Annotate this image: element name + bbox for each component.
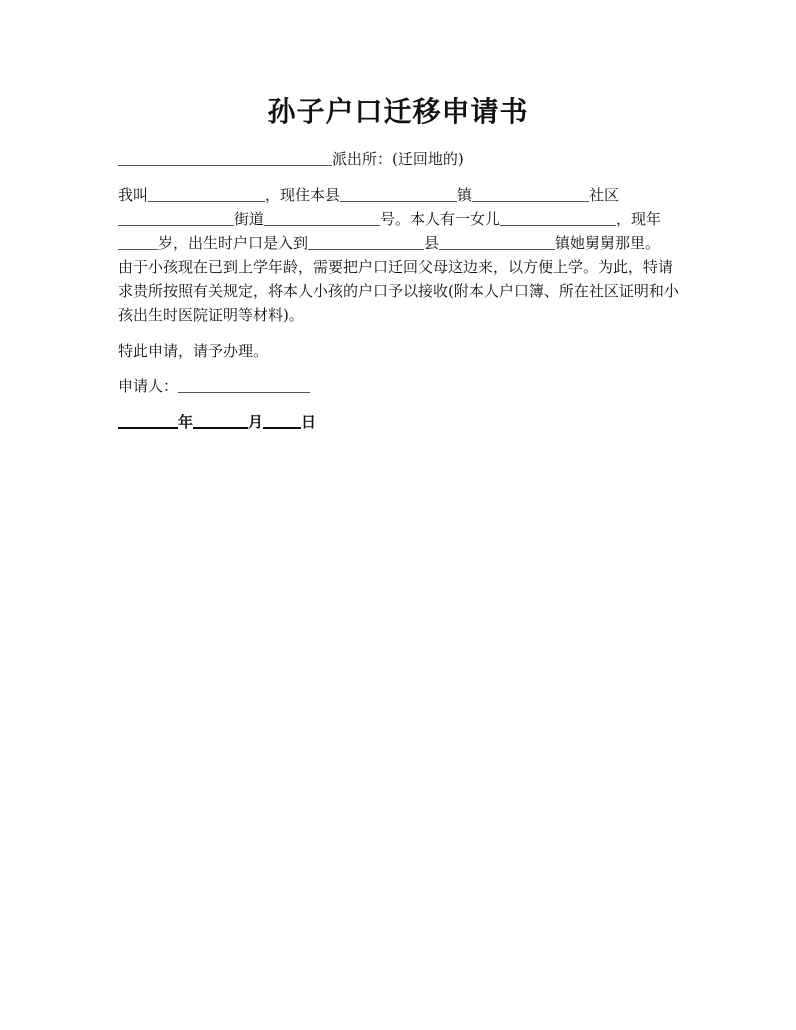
- body-paragraph-1: [118, 183, 684, 327]
- body-line-1: [118, 183, 684, 207]
- text-daughter: 号。本人有一女儿: [380, 210, 501, 228]
- age-blank[interactable]: [118, 234, 158, 250]
- text-xian: 县: [424, 234, 440, 252]
- month-blank[interactable]: [193, 412, 248, 429]
- text-xianzhu: ，现住本县: [265, 186, 341, 204]
- body-line-3: [118, 231, 684, 255]
- day-blank[interactable]: [263, 412, 301, 429]
- applicant-blank[interactable]: [178, 377, 310, 393]
- street-blank[interactable]: [118, 210, 234, 226]
- community-blank[interactable]: [472, 186, 589, 202]
- daughter-name-blank[interactable]: [500, 210, 616, 226]
- text-shequ: 社区: [589, 186, 620, 204]
- text-zhen: 镇: [457, 186, 473, 204]
- year-blank[interactable]: [118, 412, 178, 429]
- text-jiedao: 街道: [234, 210, 265, 228]
- applicant-label: 申请人：: [118, 377, 179, 395]
- house-number-blank[interactable]: [264, 210, 380, 226]
- addressee-line: [118, 147, 684, 171]
- document-title: 孙子户口迁移申请书: [267, 95, 529, 128]
- applicant-line: [118, 374, 684, 398]
- text-birth-registration: 岁，出生时户口是入到: [158, 234, 309, 252]
- body-line-2: [118, 207, 684, 231]
- month-label: 月: [248, 413, 264, 431]
- text-xiannian: ，现年: [616, 210, 662, 228]
- date-line: [118, 410, 684, 434]
- body-text-rest: 由于小孩现在已到上学年龄，需要把户口迁回父母这边来，以方便上学。为此，特请求贵所按照有关规定，将本人小孩的户口予以接收(附本人户口簿、所在社区证明和小孩出生时医院证明等材料)。: [118, 258, 679, 324]
- town2-blank[interactable]: [439, 234, 555, 250]
- year-label: 年: [178, 413, 194, 431]
- body-paragraph-2: 特此申请，请予办理。: [118, 342, 269, 360]
- addressee-suffix: 派出所：(迁回地的): [332, 150, 464, 168]
- text-uncle: 镇她舅舅那里。: [555, 234, 661, 252]
- text-wo-jiao: 我叫: [118, 186, 149, 204]
- police-station-blank[interactable]: [118, 150, 332, 166]
- county-blank[interactable]: [308, 234, 424, 250]
- name-blank[interactable]: [148, 186, 265, 202]
- day-label: 日: [301, 413, 317, 431]
- town-blank[interactable]: [340, 186, 457, 202]
